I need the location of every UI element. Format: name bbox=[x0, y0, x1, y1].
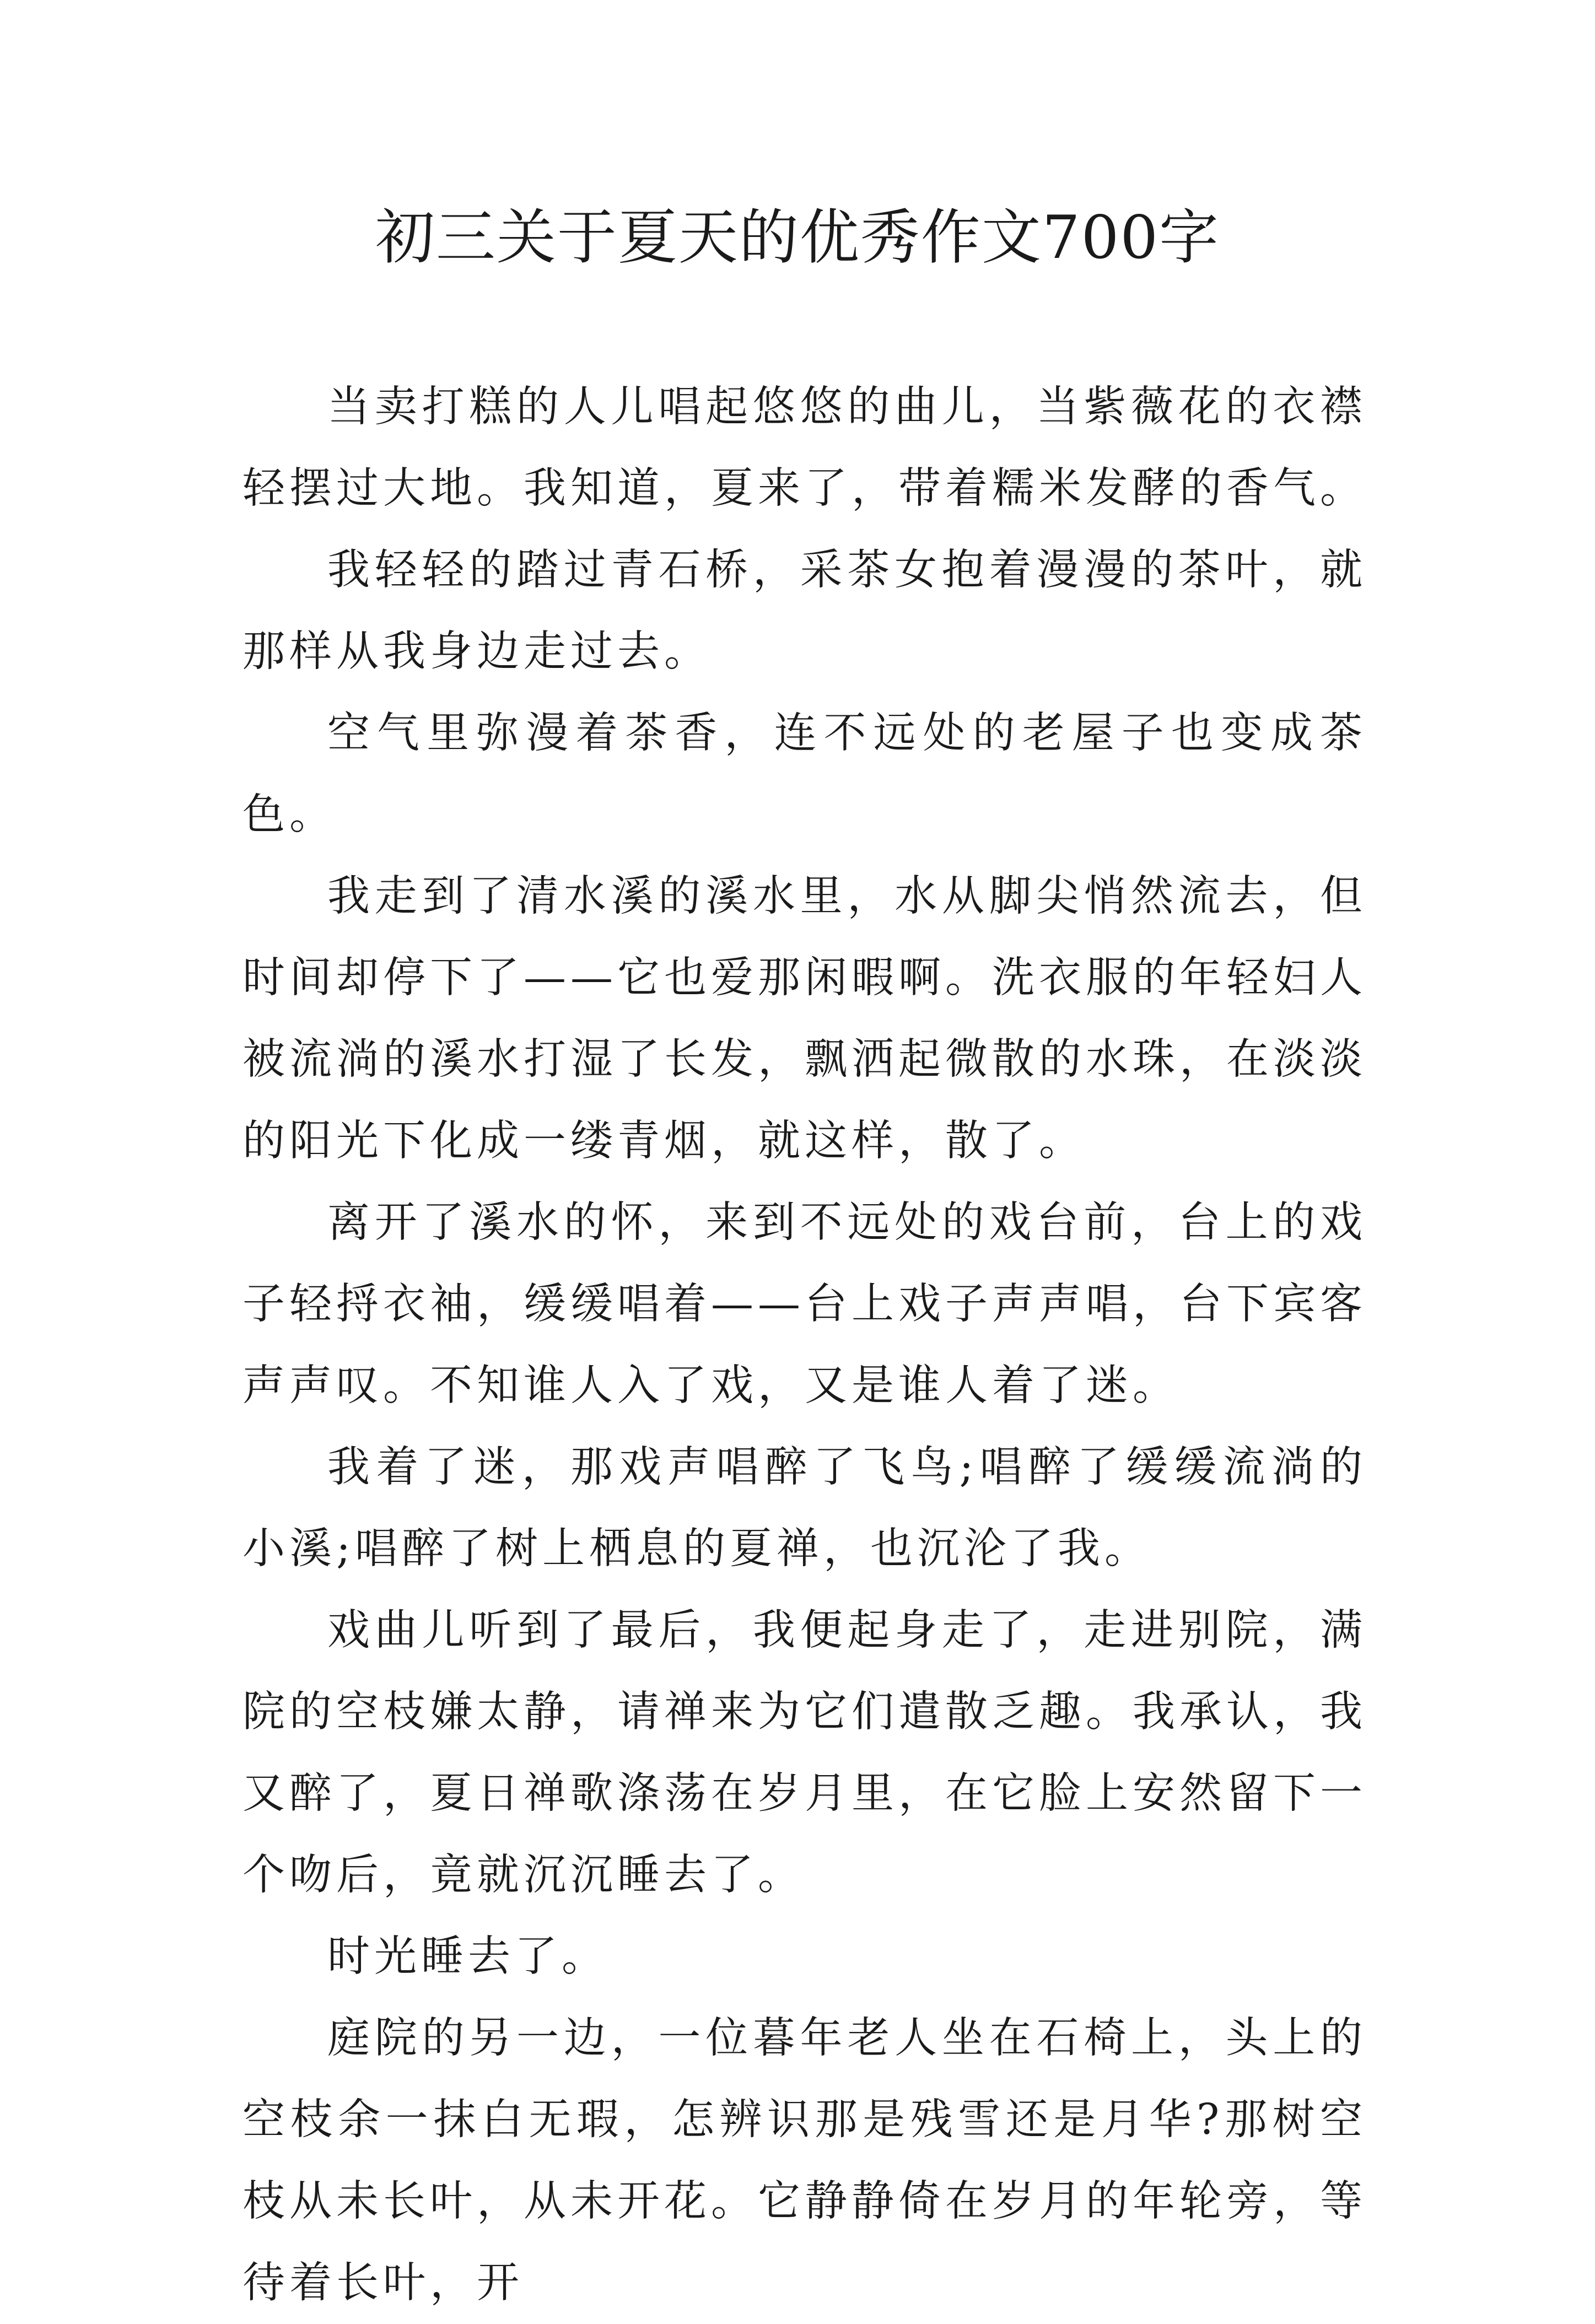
paragraph: 我走到了清水溪的溪水里，水从脚尖悄然流去，但时间却停下了——它也爱那闲暇啊。洗衣服的年轻妇人被流淌的溪水打湿了长发，飘洒起微散的水珠，在淡淡的阳光下化成一缕青烟，就这样，散了。 bbox=[243, 872, 1367, 1166]
document-title: 初三关于夏天的优秀作文700字 bbox=[375, 203, 1220, 272]
paragraph: 庭院的另一边，一位暮年老人坐在石椅上，头上的空枝余一抹白无瑕，怎辨识那是残雪还是月华?那树空枝从未长叶，从未开花。它静静倚在岁月的年轮旁，等待着长叶，开 bbox=[243, 2014, 1367, 2307]
paragraph: 戏曲儿听到了最后，我便起身走了，走进别院，满院的空枝嫌太静，请禅来为它们遣散乏趣。我承认，我又醉了，夏日禅歌涤荡在岁月里，在它脸上安然留下一个吻后，竟就沉沉睡去了。 bbox=[243, 1606, 1367, 1900]
paragraph: 当卖打糕的人儿唱起悠悠的曲儿，当紫薇花的衣襟轻摆过大地。我知道，夏来了，带着糯米发酵的香气。 bbox=[243, 382, 1367, 513]
paragraph: 离开了溪水的怀，来到不远处的戏台前，台上的戏子轻捋衣袖，缓缓唱着——台上戏子声声唱，台下宾客声声叹。不知谁人入了戏，又是谁人着了迷。 bbox=[243, 1198, 1367, 1410]
paragraph: 时光睡去了。 bbox=[327, 1932, 608, 1981]
document-body bbox=[243, 366, 1367, 2324]
paragraph: 我轻轻的踏过青石桥，采茶女抱着漫漫的茶叶，就那样从我身边走过去。 bbox=[243, 546, 1367, 676]
paragraph: 我着了迷，那戏声唱醉了飞鸟;唱醉了缓缓流淌的小溪;唱醉了树上栖息的夏禅，也沉沦了我。 bbox=[243, 1443, 1367, 1573]
paragraph: 空气里弥漫着茶香，连不远处的老屋子也变成茶色。 bbox=[243, 709, 1367, 839]
